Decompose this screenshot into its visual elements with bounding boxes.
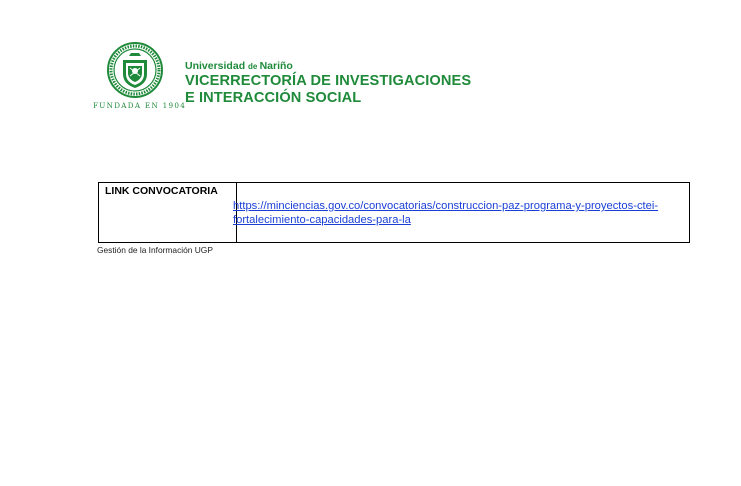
table-row xyxy=(99,183,690,243)
department-title-line2: E INTERACCIÓN SOCIAL xyxy=(185,90,362,106)
value-cell xyxy=(233,183,690,243)
footer-note: Gestión de la Información UGP xyxy=(97,245,213,255)
label-cell xyxy=(99,183,237,243)
link-label: LINK CONVOCATORIA xyxy=(105,185,218,197)
university-seal-icon xyxy=(107,42,163,98)
info-table xyxy=(98,182,690,243)
department-title-line1: VICERRECTORÍA DE INVESTIGACIONES xyxy=(185,73,472,89)
university-name: Universidad de Nariño xyxy=(185,60,293,72)
founded-year: FUNDADA EN 1904 xyxy=(93,101,187,110)
letterhead xyxy=(93,42,513,114)
convocatoria-link[interactable]: https://minciencias.gov.co/convocatorias/construccion-paz-programa-y-proyectos-ctei-fortalecimiento-capacidades-para-la xyxy=(233,200,659,226)
